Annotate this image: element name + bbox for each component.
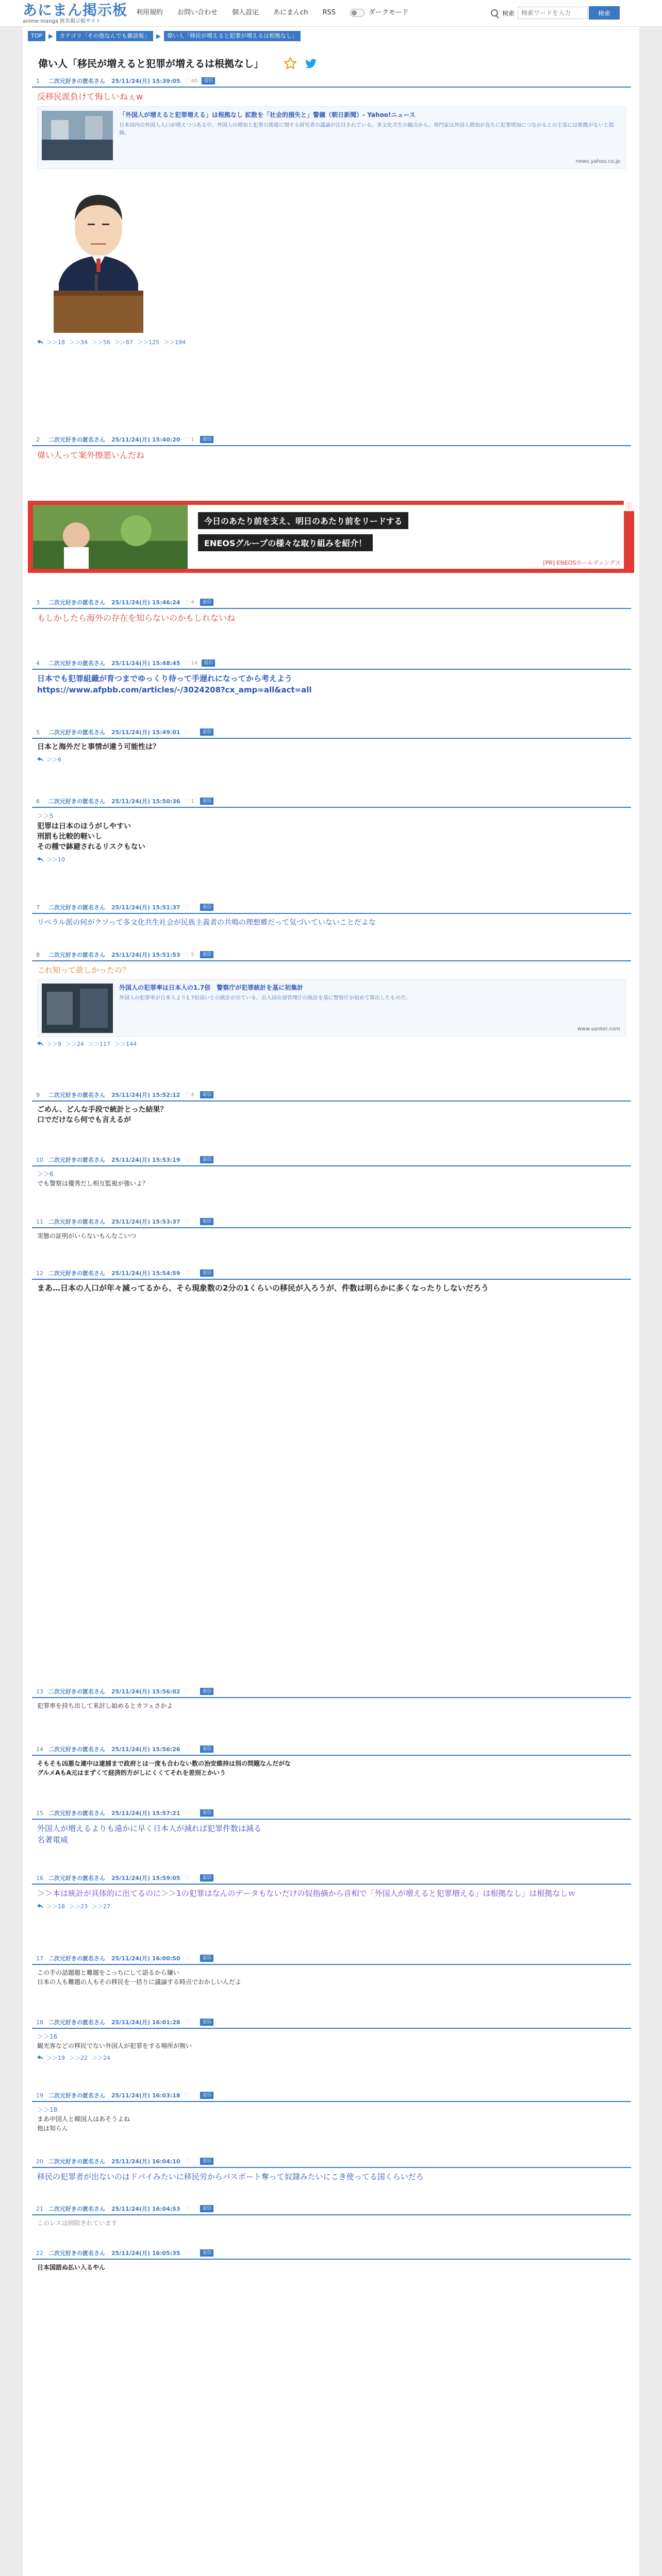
post-date: 25/11/24(月) 15:48:45 <box>111 660 180 667</box>
breadcrumb <box>28 31 301 41</box>
reply-link[interactable]: ＞＞24 <box>92 2055 110 2061</box>
reply-badge[interactable]: 返信 <box>200 2158 213 2165</box>
nav-contact[interactable]: お問い合わせ <box>177 9 218 16</box>
post-author: 二次元好きの匿名さん <box>48 2206 105 2212</box>
post-text: 移民の犯罪者が出ないのはドバイみたいに移民労からパスポート奪って奴隷みたいにこき使ってる国くらいだろ <box>37 2172 424 2181</box>
post <box>32 727 631 764</box>
post-date: 25/11/24(月) 15:53:37 <box>111 1218 180 1225</box>
thread-page <box>23 27 639 2576</box>
post-author: 二次元好きの匿名さん <box>48 2158 105 2165</box>
post <box>32 950 631 1048</box>
like-heart-icon[interactable]: ♡ <box>184 1874 190 1882</box>
post-text: これ知って欲しかったの？ <box>37 965 130 975</box>
reply-link[interactable]: ＞＞9 <box>46 1041 61 1047</box>
post-author: 二次元好きの匿名さん <box>48 1218 105 1225</box>
thread-title: 偉い人「移民が増えると犯罪が増えるは根拠なし」 <box>38 58 264 70</box>
favorite-star-icon[interactable] <box>284 57 297 70</box>
reply-links <box>32 1037 631 1048</box>
post-author: 二次元好きの匿名さん <box>48 1688 105 1695</box>
breadcrumb-separator-icon: ▶ <box>156 32 161 40</box>
like-heart-icon[interactable]: ♡ <box>184 77 190 84</box>
reply-badge[interactable]: 返信 <box>200 2019 213 2026</box>
post-date: 25/11/24(月) 15:46:24 <box>111 599 180 606</box>
nav-rss[interactable]: RSS <box>322 9 336 16</box>
post-number[interactable]: 17 <box>36 1955 43 1962</box>
post-number[interactable]: 22 <box>36 2249 43 2257</box>
post-author: 二次元好きの匿名さん <box>48 436 105 443</box>
post-text: ごめん、どんな手段で統計とった結果？ 口でだけなら何でも言えるが <box>37 1106 168 1124</box>
post-text: ＞＞本は統計が具体的に出てるのに＞＞1の犯罪はなんのデータもないだけの奴指摘から首相で「外国人が増えると犯罪増える」は根拠なし」は根拠なしｗ <box>37 1889 576 1898</box>
post <box>32 598 631 624</box>
post <box>32 1090 631 1125</box>
post-text: 実態の証明がいらないもんなこいつ <box>37 1232 137 1240</box>
post <box>32 796 631 863</box>
reply-arrow-icon <box>37 1041 43 1046</box>
post-text: もしかしたら海外の存在を知らないのかもしれないね <box>37 613 236 623</box>
post-text: この手の話題題と難題をこっちにして語るから嫌い 日本の人も難題の人もその移民を一括りに議論する時点でおかしいんだよ <box>37 1969 242 1986</box>
ad-photo <box>33 505 188 569</box>
post-number[interactable]: 19 <box>36 2092 43 2099</box>
reply-link[interactable]: ＞＞56 <box>92 339 110 346</box>
reply-badge[interactable]: 返信 <box>200 2249 213 2257</box>
header-nav <box>136 7 408 19</box>
like-heart-icon[interactable]: ♡ <box>184 659 190 667</box>
reply-badge[interactable]: 返信 <box>200 2205 213 2212</box>
post-author: 二次元好きの匿名さん <box>48 1270 105 1277</box>
post-text: 偉い人って案外擦悪いんだね <box>37 450 145 460</box>
quote-anchor[interactable]: ＞＞16 <box>37 2033 58 2040</box>
advertisement-banner[interactable] <box>28 501 634 573</box>
breadcrumb-category[interactable]: カテゴリ「その他なんでも雑談板」 <box>56 31 153 41</box>
reply-badge[interactable]: 返信 <box>200 1955 213 1962</box>
reply-link[interactable]: ＞＞34 <box>69 339 88 346</box>
search-label: 検索 <box>502 9 515 17</box>
ad-subline: ENEOSグループの様々な取り組みを紹介！ <box>198 534 373 551</box>
like-heart-icon[interactable]: ♡ <box>184 2205 190 2212</box>
reply-link[interactable]: ＞＞10 <box>46 856 65 863</box>
reply-links <box>32 2050 631 2062</box>
post-number[interactable]: 16 <box>36 1874 43 1882</box>
dark-mode-label: ダークモード <box>368 9 409 16</box>
post-number[interactable]: 21 <box>36 2205 43 2212</box>
post-date: 25/11/24(月) 15:56:02 <box>111 1688 180 1695</box>
post-author: 二次元好きの匿名さん <box>48 2019 105 2026</box>
deleted-post-notice: このレスは削除されています <box>37 2219 118 2227</box>
like-heart-icon[interactable]: ♡ <box>184 1156 190 1163</box>
post-number[interactable]: 6 <box>36 798 40 805</box>
post-author: 二次元好きの匿名さん <box>48 1955 105 1962</box>
post-date: 25/11/24(月) 15:54:59 <box>111 1270 180 1277</box>
post-text: 観光客などの移民でない外国人が犯罪をする場所が無い <box>37 2042 192 2049</box>
post-number[interactable]: 7 <box>36 904 40 911</box>
post-text: 日本でも犯罪組織が育つまでゆっくり待って手遅れになってから考えよう https://www.afpbb.com/articles/-/3024208?cx_amp=all&act=all <box>37 674 312 694</box>
reply-badge[interactable]: 返信 <box>200 951 213 958</box>
reply-badge[interactable]: 返信 <box>202 77 215 84</box>
quote-anchor[interactable]: ＞＞6 <box>37 1171 54 1178</box>
reply-badge[interactable]: 返信 <box>202 659 215 667</box>
reply-links <box>32 852 631 863</box>
like-heart-icon[interactable]: ♡ <box>184 2092 190 2099</box>
site-header <box>0 0 662 27</box>
reply-badge[interactable]: 返信 <box>200 1688 213 1695</box>
search-input[interactable] <box>518 7 588 19</box>
reply-arrow-icon <box>37 857 43 862</box>
post <box>32 2157 631 2182</box>
post-date: 25/11/24(月) 15:50:36 <box>111 798 180 805</box>
post <box>32 1873 631 1910</box>
link-card[interactable] <box>37 106 626 169</box>
logo-subtitle: anime manga 匿名掲示板サイト <box>23 19 101 24</box>
like-count: 14 <box>191 660 198 666</box>
link-card-domain: news.yahoo.co.jp <box>575 159 620 164</box>
like-count: 4 <box>191 1092 194 1098</box>
post-date: 25/11/24(月) 16:03:18 <box>111 2092 180 2099</box>
ad-headline: 今日のあたり前を支え、明日のあたり前をリードする <box>198 512 408 529</box>
reply-links <box>32 1899 631 1910</box>
post-number[interactable]: 4 <box>36 659 40 667</box>
reply-link[interactable]: ＞＞117 <box>88 1041 110 1047</box>
like-heart-icon[interactable]: ♡ <box>184 1091 190 1098</box>
quote-anchor[interactable]: ＞＞18 <box>37 2106 58 2113</box>
reply-badge[interactable]: 返信 <box>200 599 213 606</box>
post-date: 25/11/24(月) 15:39:05 <box>111 78 180 84</box>
reply-link[interactable]: ＞＞6 <box>46 756 61 763</box>
reply-link[interactable]: ＞＞87 <box>114 339 133 346</box>
post-text: まあ…日本の人口が年々減ってるから、そら現象数の2分の1くらいの移民が入ろうが、件数は明らかに多くなったりしないだろう <box>37 1283 489 1293</box>
reply-badge[interactable]: 返信 <box>200 436 213 443</box>
nav-settings[interactable]: 個人設定 <box>232 9 259 16</box>
like-heart-icon[interactable]: ♡ <box>184 1688 190 1695</box>
post <box>32 76 631 346</box>
post-author: 二次元好きの匿名さん <box>48 1157 105 1163</box>
reply-badge[interactable]: 返信 <box>200 1745 213 1753</box>
post-number[interactable]: 20 <box>36 2158 43 2165</box>
like-heart-icon[interactable]: ♡ <box>184 798 190 805</box>
search-button[interactable]: 検索 <box>589 6 620 20</box>
post <box>32 1687 631 1710</box>
post-date: 25/11/24(月) 16:04:53 <box>111 2206 180 2212</box>
reply-link[interactable]: ＞＞125 <box>137 339 159 346</box>
like-count: 1 <box>191 798 194 804</box>
post-text: リベラル派の何がクソって多文化共生社会が民族主義者の共鳴の理想郷だって気づいていないことだよな <box>37 919 376 927</box>
post-date: 25/11/24(月) 15:53:19 <box>111 1157 180 1163</box>
link-card-description: 外国人の犯罪率が日本人より1.7倍高いとの統計が出ている。出入国在留管理庁の統計を基に警察庁が初めて算出したものだ。 <box>119 995 411 1001</box>
post-date: 25/11/24(月) 16:05:35 <box>111 2250 180 2257</box>
post-text: そもそも凶悪な連中は逮捕まで政府とは一度も合わない数の治安維持は別の問題なんだがな グルメAもA元はまずくて経済的方がしにくくてそれを差別とかいう <box>37 1760 291 1776</box>
reply-arrow-icon <box>37 757 43 762</box>
reply-links <box>32 335 631 346</box>
post-date: 25/11/24(月) 15:51:37 <box>111 904 180 911</box>
post <box>32 1268 631 1293</box>
news-thumbnail <box>42 111 113 160</box>
like-heart-icon[interactable]: ♡ <box>184 2019 190 2026</box>
toggle-switch-icon <box>350 9 365 17</box>
quote-anchor[interactable]: ＞＞5 <box>37 812 54 820</box>
reply-arrow-icon <box>37 1904 43 1909</box>
reply-badge[interactable]: 返信 <box>200 1874 213 1882</box>
twitter-share-icon[interactable] <box>304 58 318 70</box>
reply-badge[interactable]: 返信 <box>200 904 213 911</box>
like-heart-icon[interactable]: ♡ <box>184 728 190 736</box>
post-author: 二次元好きの匿名さん <box>48 78 105 84</box>
post-author: 二次元好きの匿名さん <box>48 952 105 958</box>
post-author: 二次元好きの匿名さん <box>48 904 105 911</box>
post-number[interactable]: 12 <box>36 1269 43 1277</box>
post-author: 二次元好きの匿名さん <box>48 599 105 606</box>
post-number[interactable]: 18 <box>36 2019 43 2026</box>
post <box>32 1217 631 1241</box>
reply-link[interactable]: ＞＞27 <box>92 1903 110 1910</box>
post-number[interactable]: 5 <box>36 728 40 736</box>
post-number[interactable]: 9 <box>36 1091 40 1098</box>
reply-badge[interactable]: 返信 <box>200 1269 213 1277</box>
like-count: 1 <box>191 436 194 443</box>
post-text: 犯罪率を持ち出して来討し始めるとカフェさかよ <box>37 1702 173 1709</box>
link-card[interactable] <box>37 979 626 1037</box>
post-number[interactable]: 1 <box>36 77 40 84</box>
like-heart-icon[interactable]: ♡ <box>184 599 190 606</box>
like-heart-icon[interactable]: ♡ <box>184 951 190 958</box>
post-author: 二次元好きの匿名さん <box>48 1092 105 1098</box>
post <box>32 2248 631 2272</box>
reply-links <box>32 752 631 764</box>
post <box>32 658 631 696</box>
post-date: 25/11/24(月) 15:52:12 <box>111 1092 180 1098</box>
reply-badge[interactable]: 返信 <box>200 798 213 805</box>
logo-title: あにまん掲示板 <box>23 2 128 19</box>
post-author: 二次元好きの匿名さん <box>48 660 105 667</box>
post-number[interactable]: 11 <box>36 1218 43 1225</box>
ad-info-icon[interactable]: ⓘ <box>624 501 634 511</box>
post <box>32 1954 631 1987</box>
reply-link[interactable]: ＞＞18 <box>46 1903 65 1910</box>
search-icon <box>491 9 498 16</box>
reply-badge[interactable]: 返信 <box>200 1091 213 1098</box>
like-heart-icon[interactable]: ♡ <box>184 1745 190 1753</box>
reply-link[interactable]: ＞＞18 <box>46 339 65 346</box>
post-number[interactable]: 14 <box>36 1745 43 1753</box>
post-author: 二次元好きの匿名さん <box>48 1746 105 1753</box>
post-date: 25/11/24(月) 15:56:26 <box>111 1746 180 1753</box>
post <box>32 1155 631 1188</box>
post-author: 二次元好きの匿名さん <box>48 2092 105 2099</box>
like-heart-icon[interactable]: ♡ <box>184 1269 190 1277</box>
post-author: 二次元好きの匿名さん <box>48 2250 105 2257</box>
reply-link[interactable]: ＞＞144 <box>114 1041 137 1047</box>
post-date: 25/11/24(月) 15:49:01 <box>111 729 180 736</box>
reply-badge[interactable]: 返信 <box>200 2092 213 2099</box>
post-text: まあ中国人と韓国人はあそうよね 他は知らん <box>37 2115 130 2132</box>
site-logo[interactable] <box>23 2 127 25</box>
reply-badge[interactable]: 返信 <box>200 1218 213 1225</box>
search-bar <box>491 6 620 20</box>
link-card-title: 「外国人が増えると犯罪増える」は根拠なし 拡散を「社会的損失と」警鐘（朝日新聞）- Yahoo!ニュース <box>119 111 416 118</box>
like-heart-icon[interactable]: ♡ <box>184 2158 190 2165</box>
post-number[interactable]: 3 <box>36 599 40 606</box>
post-author: 二次元好きの匿名さん <box>48 1875 105 1882</box>
post-number[interactable]: 10 <box>36 1156 43 1163</box>
news-thumbnail <box>42 984 113 1033</box>
like-count: 4 <box>191 599 194 605</box>
post-date: 25/11/24(月) 16:00:50 <box>111 1955 180 1962</box>
post-text: 日本と海外だと事情が違う可能性は？ <box>37 743 160 751</box>
link-card-description: 日本国内の外国人人口が増えつつある中、外国人の増加と犯罪の関連に関する研究者の議論が注目されている。多文化共生の観点から、専門家は外国人増加が直ちに犯罪増加につながるとの主張には根拠がないと指摘。 <box>119 123 614 136</box>
reply-link[interactable]: ＞＞194 <box>163 339 186 346</box>
reply-arrow-icon <box>37 2055 43 2060</box>
breadcrumb-thread[interactable]: 偉い人「移民が増えると犯罪が増えるは根拠なし」 <box>164 31 301 41</box>
post-author: 二次元好きの匿名さん <box>48 1810 105 1817</box>
reply-link[interactable]: ＞＞19 <box>46 2055 65 2061</box>
post-number[interactable]: 13 <box>36 1688 43 1695</box>
dark-mode-toggle[interactable] <box>350 7 408 19</box>
post <box>32 2091 631 2133</box>
like-heart-icon[interactable]: ♡ <box>184 436 190 443</box>
like-heart-icon[interactable]: ♡ <box>184 904 190 911</box>
link-card-domain: www.sankei.com <box>577 1026 620 1032</box>
nav-animanch[interactable]: あにまんch <box>273 9 308 16</box>
post-text: 犯罪は日本のほうがしやすい 刑罰も比較的軽いし その種で鉢避されるリスクもない <box>37 822 145 851</box>
post-number[interactable]: 8 <box>36 951 40 958</box>
post-number[interactable]: 2 <box>36 436 40 443</box>
post-date: 25/11/24(月) 15:51:53 <box>111 952 180 958</box>
post-date: 25/11/24(月) 16:01:28 <box>111 2019 180 2026</box>
post <box>32 2204 631 2228</box>
breadcrumb-top[interactable]: TOP <box>28 31 45 41</box>
post <box>32 2018 631 2062</box>
reply-badge[interactable]: 返信 <box>200 1156 213 1163</box>
post-author: 二次元好きの匿名さん <box>48 798 105 805</box>
reply-link[interactable]: ＞＞22 <box>69 2055 88 2061</box>
like-count: 5 <box>191 952 194 958</box>
post-text: でも警察は優秀だし相互監視が強いよ？ <box>37 1180 149 1187</box>
post-date: 25/11/24(月) 16:04:10 <box>111 2158 180 2165</box>
nav-terms[interactable]: 利用規約 <box>136 9 163 16</box>
post-author: 二次元好きの匿名さん <box>48 729 105 736</box>
post-date: 25/11/24(月) 15:57:21 <box>111 1810 180 1817</box>
post-date: 25/11/24(月) 15:59:05 <box>111 1875 180 1882</box>
reply-badge[interactable]: 返信 <box>200 728 213 736</box>
post <box>32 1744 631 1777</box>
politician-illustration[interactable] <box>34 173 163 333</box>
reply-link[interactable]: ＞＞23 <box>69 1903 88 1910</box>
like-heart-icon[interactable]: ♡ <box>184 1218 190 1225</box>
breadcrumb-separator-icon: ▶ <box>48 32 54 40</box>
like-count: 40 <box>191 78 198 84</box>
post-date: 25/11/24(月) 15:40:20 <box>111 436 180 443</box>
post-header <box>32 76 631 86</box>
post <box>32 903 631 928</box>
link-card-title: 外国人の犯罪率は日本人の1.7倍 警察庁が犯罪統計を基に初集計 <box>119 984 304 991</box>
like-heart-icon[interactable]: ♡ <box>184 2249 190 2257</box>
post-text: 外国人が増えるよりも遠かに早く日本人が減れば犯罪件数は減る 名著電威 <box>37 1824 262 1844</box>
post-number[interactable]: 15 <box>36 1809 43 1817</box>
reply-badge[interactable]: 返信 <box>200 1809 213 1817</box>
post-text: 反移民派負けて悔しいねぇw <box>37 92 143 101</box>
like-heart-icon[interactable]: ♡ <box>184 1809 190 1817</box>
ad-sponsor: [PR] ENEOSホールディングス <box>543 560 621 566</box>
post-text: 日本国語ぬ払い入るやん <box>37 2264 106 2271</box>
post <box>32 435 631 462</box>
like-heart-icon[interactable]: ♡ <box>184 1955 190 1962</box>
reply-link[interactable]: ＞＞24 <box>65 1041 84 1047</box>
post <box>32 1808 631 1845</box>
reply-arrow-icon <box>37 340 43 345</box>
